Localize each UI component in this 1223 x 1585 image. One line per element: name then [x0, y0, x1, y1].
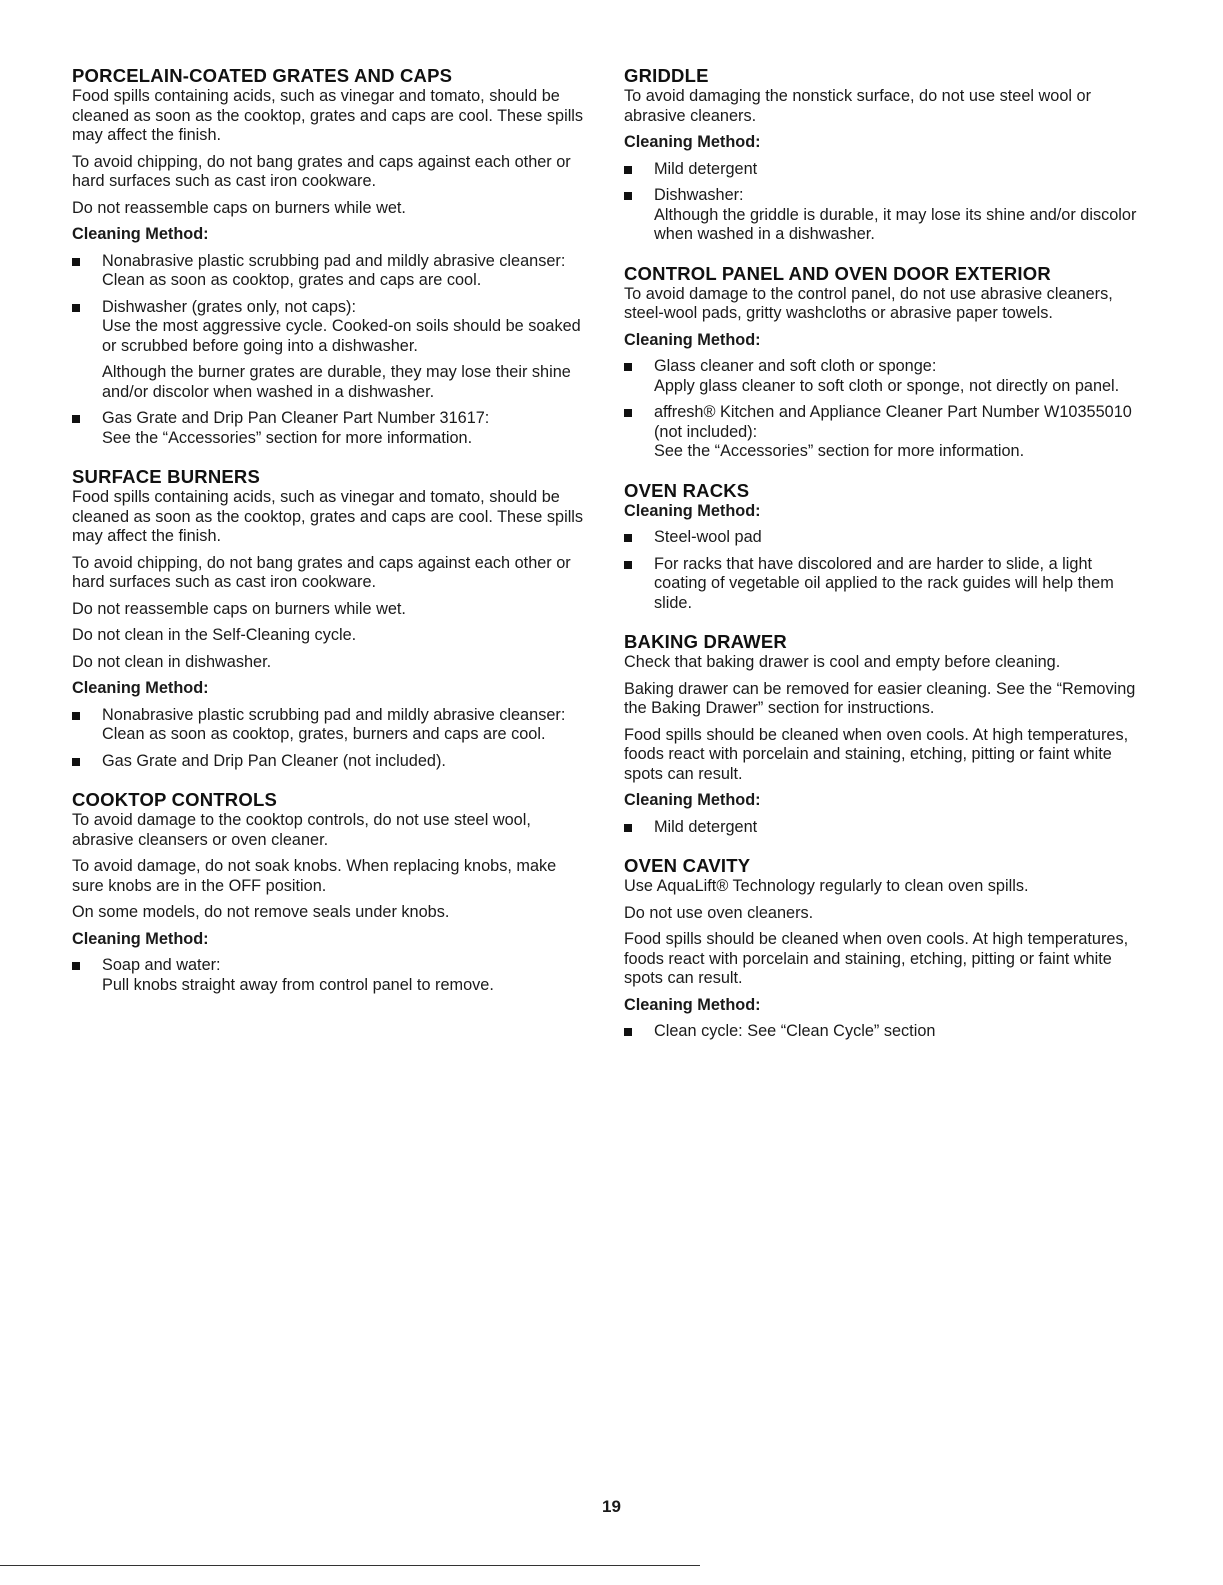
- list-item: [624, 160, 1144, 180]
- method-list: [624, 1022, 1144, 1042]
- section-title: OVEN RACKS: [624, 479, 750, 501]
- footer-divider: [0, 1565, 700, 1566]
- cleaning-method-heading: Cleaning Method:: [624, 791, 761, 809]
- item-label: Soap and water:: [102, 956, 221, 974]
- list-item: [624, 528, 1144, 548]
- item-label: Glass cleaner and soft cloth or sponge:: [654, 357, 937, 375]
- cleaning-method-heading: Cleaning Method:: [624, 133, 761, 151]
- square-bullet-icon: [624, 363, 632, 371]
- item-label: Dishwasher (grates only, not caps):: [102, 297, 356, 316]
- square-bullet-icon: [72, 415, 80, 423]
- item-detail: See the “Accessories” section for more information.: [102, 428, 473, 447]
- list-item: [72, 706, 587, 745]
- list-item: [72, 956, 587, 995]
- item-label: Dishwasher:: [654, 186, 744, 204]
- square-bullet-icon: [624, 409, 632, 417]
- list-item: [624, 357, 1144, 396]
- item-label: For racks that have discolored and are harder to slide, a light coating of vegetable oil applied to the rack guides will help them slide.: [654, 554, 1114, 612]
- section-title: GRIDDLE: [624, 65, 709, 86]
- paragraph: Do not clean in dishwasher.: [72, 652, 272, 671]
- paragraph: Do not reassemble caps on burners while wet.: [72, 599, 406, 618]
- square-bullet-icon: [72, 962, 80, 970]
- paragraph: To avoid damage, do not soak knobs. When replacing knobs, make sure knobs are in the OFF position.: [72, 857, 557, 895]
- item-detail: Clean as soon as cooktop, grates, burners and caps are cool.: [102, 725, 546, 743]
- cleaning-method-heading: Cleaning Method:: [624, 995, 761, 1014]
- method-list: [72, 706, 587, 772]
- square-bullet-icon: [72, 712, 80, 720]
- paragraph: Use AquaLift® Technology regularly to clean oven spills.: [624, 877, 1029, 895]
- section-oven-racks: [624, 479, 1144, 614]
- section-title: OVEN CAVITY: [624, 855, 751, 876]
- paragraph: Food spills containing acids, such as vinegar and tomato, should be cleaned as soon as the cooktop, grates and caps are cool. These spills may affect the finish.: [72, 87, 584, 144]
- page-number: 19: [602, 1497, 621, 1516]
- list-item: [624, 186, 1144, 245]
- section-title: COOKTOP CONTROLS: [72, 789, 278, 810]
- item-label: Gas Grate and Drip Pan Cleaner Part Number 31617:: [102, 409, 490, 427]
- method-list: [624, 528, 1144, 613]
- method-list: [624, 160, 1144, 245]
- item-label: Nonabrasive plastic scrubbing pad and mildly abrasive cleanser:: [102, 705, 566, 724]
- item-label: Steel-wool pad: [654, 528, 762, 546]
- right-column: [624, 64, 1144, 1059]
- cleaning-method-heading: Cleaning Method:: [624, 501, 761, 520]
- left-column: [72, 64, 587, 1012]
- item-label: affresh® Kitchen and Appliance Cleaner Part Number W10355010 (not included):: [654, 403, 1132, 441]
- item-detail: Use the most aggressive cycle. Cooked-on soils should be soaked or scrubbed before going into a dishwasher.: [102, 317, 581, 355]
- square-bullet-icon: [624, 534, 632, 542]
- square-bullet-icon: [624, 824, 632, 832]
- paragraph: Baking drawer can be removed for easier cleaning. See the “Removing the Baking Drawer” section for instructions.: [624, 679, 1136, 717]
- square-bullet-icon: [624, 192, 632, 200]
- item-detail: See the “Accessories” section for more information.: [654, 442, 1025, 460]
- section-title: BAKING DRAWER: [624, 631, 787, 652]
- square-bullet-icon: [72, 258, 80, 266]
- square-bullet-icon: [72, 758, 80, 766]
- item-detail: Clean as soon as cooktop, grates and caps are cool.: [102, 271, 482, 289]
- paragraph: To avoid chipping, do not bang grates and caps against each other or hard surfaces such as cast iron cookware.: [72, 553, 571, 591]
- paragraph: To avoid damaging the nonstick surface, do not use steel wool or abrasive cleaners.: [624, 87, 1092, 125]
- list-item: [624, 1022, 1144, 1042]
- section-title: PORCELAIN-COATED GRATES AND CAPS: [72, 65, 453, 86]
- paragraph: Do not clean in the Self-Cleaning cycle.: [72, 626, 357, 644]
- cleaning-method-heading: Cleaning Method:: [72, 929, 209, 948]
- cleaning-method-heading: Cleaning Method:: [72, 679, 209, 697]
- item-detail: Apply glass cleaner to soft cloth or sponge, not directly on panel.: [654, 376, 1120, 395]
- paragraph: Food spills should be cleaned when oven cools. At high temperatures, foods react with porcelain and staining, etching, pitting or faint white spots can result.: [624, 725, 1129, 783]
- method-list: [624, 357, 1144, 462]
- paragraph: To avoid damage to the control panel, do not use abrasive cleaners, steel-wool pads, gritty washcloths or abrasive paper towels.: [624, 284, 1113, 322]
- paragraph: On some models, do not remove seals under knobs.: [72, 903, 450, 921]
- section-griddle: [624, 64, 1144, 245]
- square-bullet-icon: [624, 1028, 632, 1036]
- list-item: [72, 409, 587, 448]
- method-list: [624, 818, 1144, 838]
- section-oven-cavity: [624, 854, 1144, 1042]
- square-bullet-icon: [72, 304, 80, 312]
- list-item: [624, 818, 1144, 838]
- method-list: [72, 252, 587, 449]
- paragraph: Food spills containing acids, such as vinegar and tomato, should be cleaned as soon as the cooktop, grates and caps are cool. These spills may affect the finish.: [72, 488, 584, 545]
- paragraph: To avoid damage to the cooktop controls, do not use steel wool, abrasive cleansers or oven cleaner.: [72, 811, 531, 849]
- item-label: Mild detergent: [654, 817, 758, 836]
- paragraph: Check that baking drawer is cool and empty before cleaning.: [624, 653, 1061, 671]
- item-detail: Pull knobs straight away from control panel to remove.: [102, 975, 494, 994]
- list-item: [72, 752, 587, 772]
- item-label: Gas Grate and Drip Pan Cleaner (not included).: [102, 751, 446, 770]
- cleaning-method-heading: Cleaning Method:: [624, 330, 761, 349]
- list-item: [72, 252, 587, 291]
- cleaning-method-heading: Cleaning Method:: [72, 225, 209, 243]
- section-cooktop-controls: [72, 788, 587, 995]
- paragraph: Food spills should be cleaned when oven cools. At high temperatures, foods react with porcelain and staining, etching, pitting or faint white spots can result.: [624, 930, 1129, 987]
- paragraph: To avoid chipping, do not bang grates and caps against each other or hard surfaces such as cast iron cookware.: [72, 152, 571, 190]
- section-baking-drawer: [624, 630, 1144, 837]
- section-surface-burners: [72, 465, 587, 771]
- square-bullet-icon: [624, 561, 632, 569]
- method-list: [72, 956, 587, 995]
- square-bullet-icon: [624, 166, 632, 174]
- list-item: [624, 403, 1144, 462]
- item-label: Mild detergent: [654, 159, 758, 178]
- section-porcelain-coated-grates-and-caps: [72, 64, 587, 448]
- paragraph: Do not use oven cleaners.: [624, 903, 814, 922]
- section-control-panel-and-oven-door-exterior: [624, 262, 1144, 462]
- list-item: [624, 555, 1144, 614]
- section-title: CONTROL PANEL AND OVEN DOOR EXTERIOR: [624, 262, 1051, 284]
- item-label: Clean cycle: See “Clean Cycle” section: [654, 1022, 936, 1040]
- paragraph: Do not reassemble caps on burners while wet.: [72, 198, 406, 217]
- item-detail: Although the griddle is durable, it may lose its shine and/or discolor when washed in a dishwasher.: [654, 205, 1137, 243]
- list-item: [72, 298, 587, 403]
- item-label: Nonabrasive plastic scrubbing pad and mildly abrasive cleanser:: [102, 251, 566, 270]
- item-note: Although the burner grates are durable, they may lose their shine and/or discolor when washed in a dishwasher.: [102, 363, 571, 401]
- section-title: SURFACE BURNERS: [72, 466, 261, 487]
